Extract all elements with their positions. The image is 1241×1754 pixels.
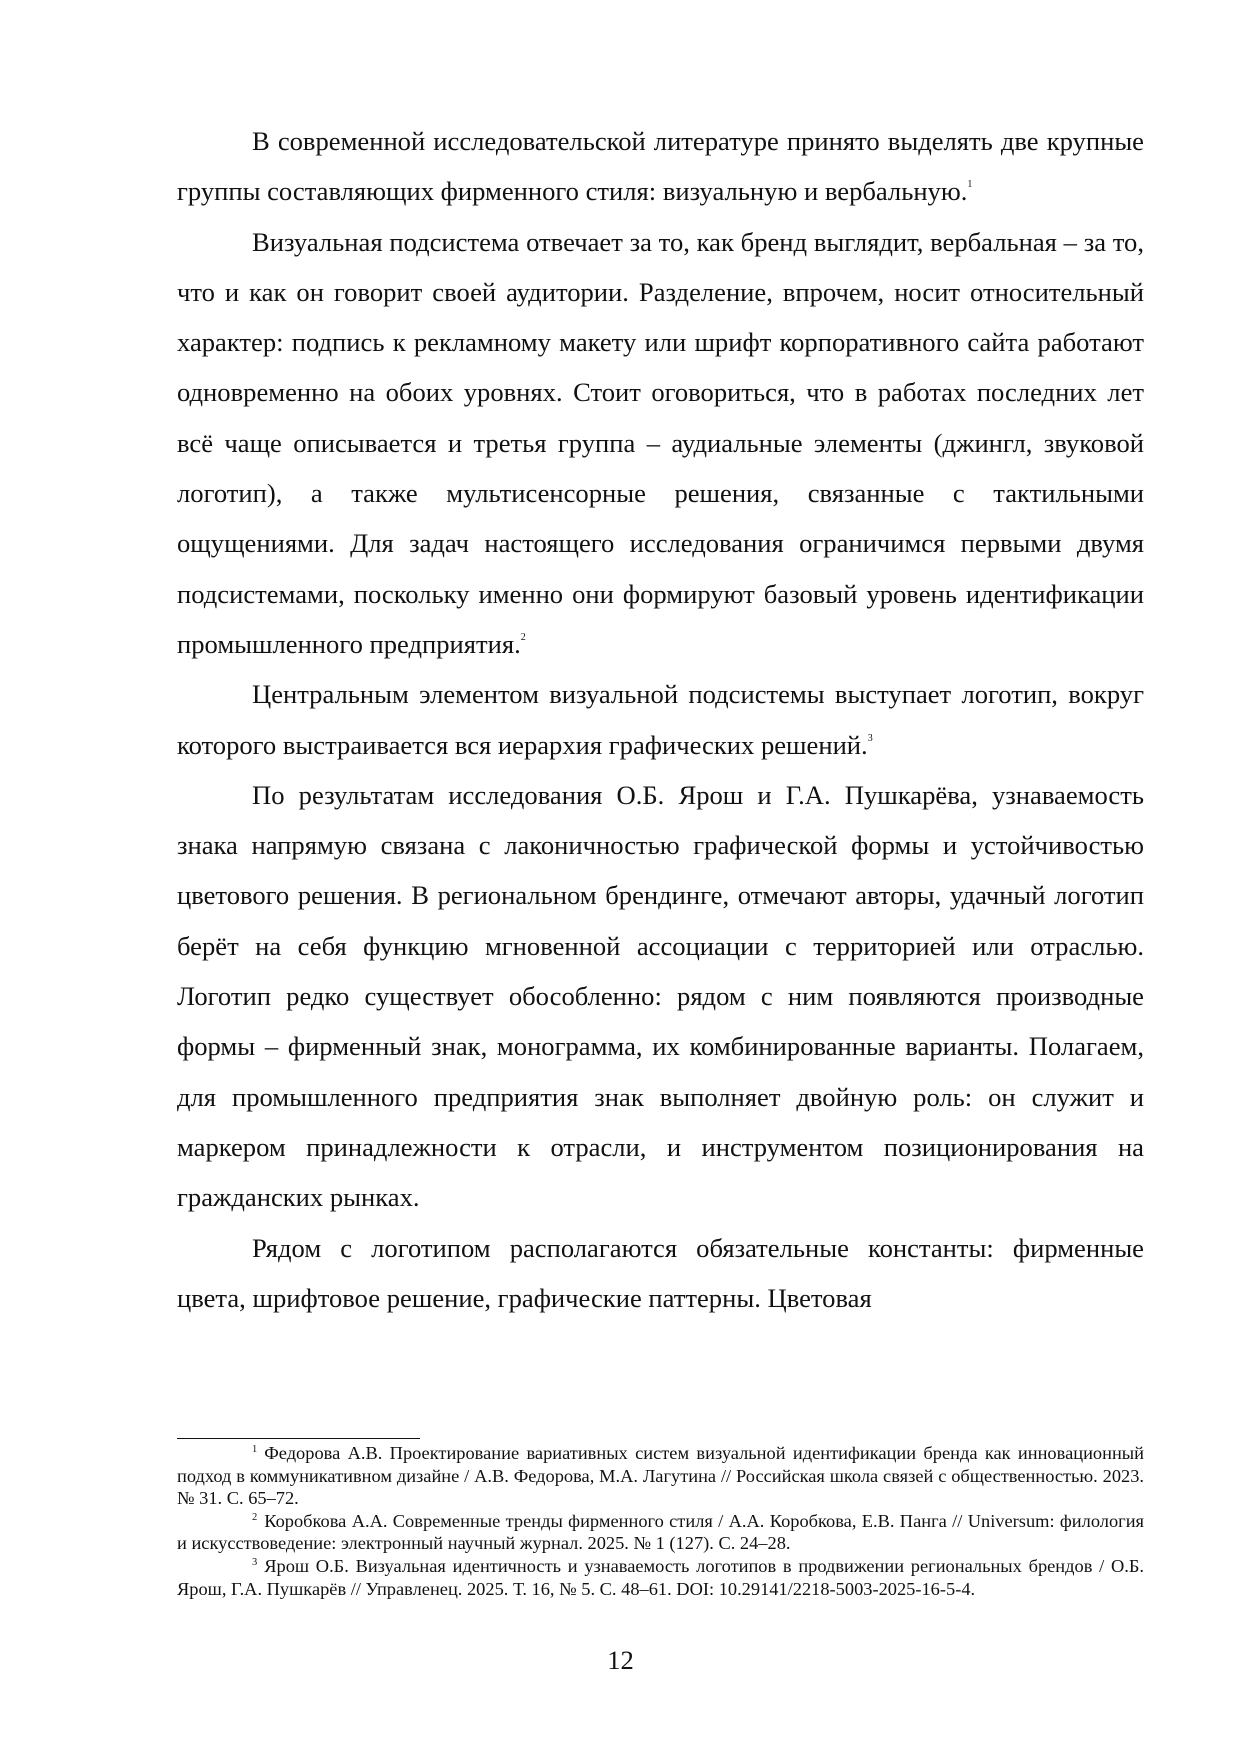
footnote-text: Федорова А.В. Проектирование вариативных систем визуальной идентификации бренда как инновационный подход в коммуникативном дизайне / А.В. Федорова, М.А. Лагутина // Российская школа связей с общественностью. 2023. № 31. С. 65–72.	[177, 1443, 1144, 1509]
footnote-number: 1	[252, 1444, 258, 1455]
paragraph	[177, 770, 1144, 1223]
paragraph-text: В современной исследовательской литературе принято выделять две крупные группы составляющих фирменного стиля: визуальную и вербальную.	[177, 126, 1144, 207]
footnote-reference[interactable]: 1	[967, 179, 973, 191]
paragraph	[177, 1223, 1144, 1324]
footnote	[177, 1555, 1144, 1600]
paragraph	[177, 669, 1144, 770]
paragraph-text: По результатам исследования О.Б. Ярош и Г.А. Пушкарёва, узнаваемость знака напрямую связана с лаконичностью графической формы и устойчивостью цветового решения. В региональном брендинге, отмечают авторы, удачный логотип берёт на себя функцию мгновенной ассоциации с территорией или отраслью. Логотип редко существует обособленно: рядом с ним появляются производные формы – фирменный знак, монограмма, их комбинированные варианты. Полагаем, для промышленного предприятия знак выполняет двойную роль: он служит и маркером принадлежности к отрасли, и инструментом позиционирования на гражданских рынках.	[177, 779, 1144, 1213]
paragraph	[177, 116, 1144, 217]
footnotes	[177, 1442, 1144, 1600]
footnote-reference[interactable]: 3	[867, 732, 873, 744]
footnote-reference[interactable]: 2	[520, 631, 526, 643]
footnote-number: 2	[252, 1511, 258, 1523]
footnote	[177, 1442, 1144, 1510]
footnote-text: Ярош О.Б. Визуальная идентичность и узнаваемость логотипов в продвижении региональных брендов / О.Б. Ярош, Г.А. Пушкарёв // Управленец. 2025. Т. 16, № 5. С. 48–61. DOI: 10.29141/2218-5003-2025-16-5-4.	[177, 1555, 1144, 1599]
body-text	[177, 116, 1144, 1323]
footnote-number: 3	[252, 1556, 258, 1568]
page-number: 12	[607, 1645, 634, 1675]
footnote-text: Коробкова А.А. Современные тренды фирменного стиля / А.А. Коробкова, Е.В. Панга // Universum: филология и искусствоведение: электронный научный журнал. 2025. № 1 (127). С. 24–28.	[177, 1510, 1144, 1554]
paragraph-text: Визуальная подсистема отвечает за то, как бренд выглядит, вербальная – за то, что и как он говорит своей аудитории. Разделение, впрочем, носит относительный характер: подпись к рекламному макету или шрифт корпоративного сайта работают одновременно на обоих уровнях. Стоит оговориться, что в работах последних лет всё чаще описывается и третья группа – аудиальные элементы (джингл, звуковой логотип), а также мультисенсорные решения, связанные с тактильными ощущениями. Для задач настоящего исследования ограничимся первыми двумя подсистемами, поскольку именно они формируют базовый уровень идентификации промышленного предприятия.	[177, 226, 1144, 659]
footnote	[177, 1510, 1144, 1555]
footnote-separator	[177, 1438, 420, 1439]
paragraph-text: Центральным элементом визуальной подсистемы выступает логотип, вокруг которого выстраивается вся иерархия графических решений.	[177, 679, 1144, 760]
paragraph	[177, 217, 1144, 670]
paragraph-text: Рядом с логотипом располагаются обязательные константы: фирменные цвета, шрифтовое решение, графические паттерны. Цветовая	[177, 1232, 1144, 1313]
